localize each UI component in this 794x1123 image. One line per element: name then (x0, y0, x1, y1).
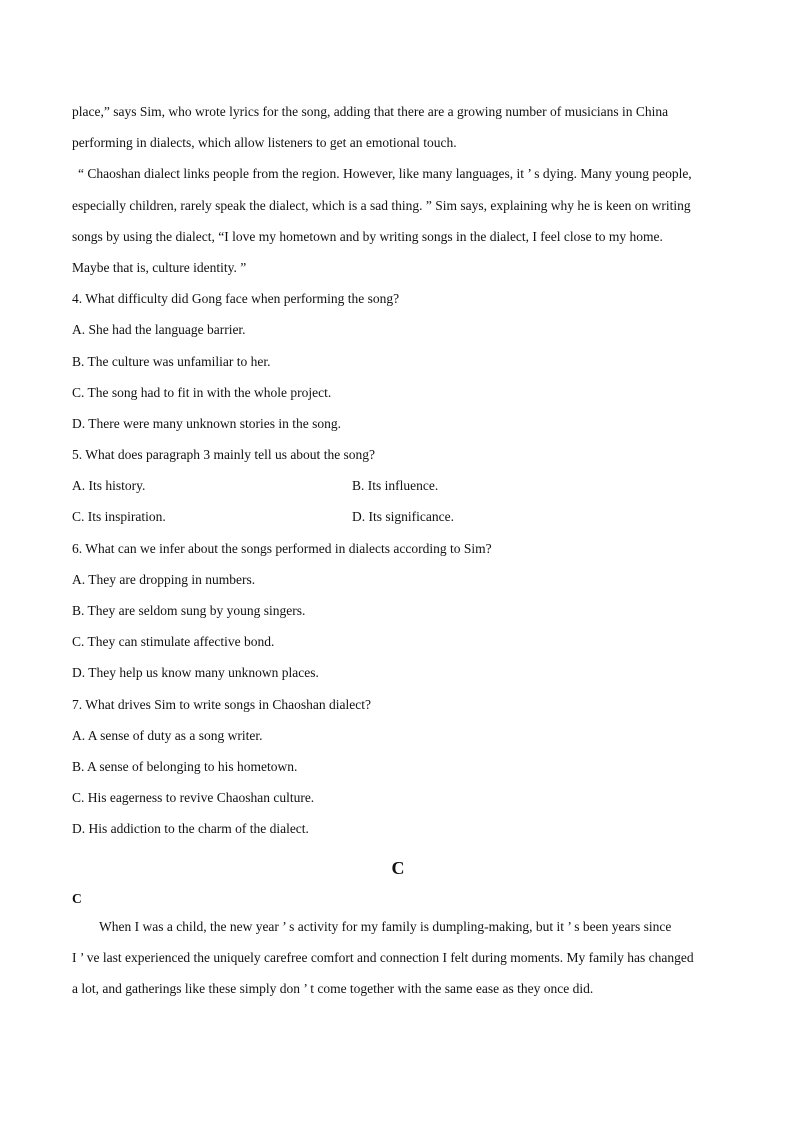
question-6 (72, 536, 724, 692)
question-stem: 4. What difficulty did Gong face when performing the song? (72, 291, 400, 307)
question-4 (72, 286, 724, 442)
question-5 (72, 442, 724, 536)
answer-option: B. Its influence. (352, 478, 439, 494)
passage-line: songs by using the dialect, “I love my hometown and by writing songs in the dialect, I feel close to my home. (72, 228, 663, 244)
answer-option: A. They are dropping in numbers. (72, 571, 256, 587)
question-stem: 5. What does paragraph 3 mainly tell us about the song? (72, 447, 376, 463)
passage-line: I ’ ve last experienced the uniquely carefree comfort and connection I felt during moments. My family has changed (72, 949, 694, 965)
answer-option: D. Its significance. (352, 509, 454, 525)
passage-line: place,” says Sim, who wrote lyrics for the song, adding that there are a growing number of musicians in China (72, 104, 669, 119)
answer-option: C. Its inspiration. (72, 509, 166, 525)
answer-option: C. The song had to fit in with the whole project. (72, 384, 332, 400)
answer-option: A. A sense of duty as a song writer. (72, 727, 263, 743)
answer-option: B. A sense of belonging to his hometown. (72, 758, 298, 774)
passage-line: “ Chaoshan dialect links people from the region. However, like many languages, it ’ s dying. Many young people, (78, 166, 692, 182)
answer-option-row (72, 473, 724, 504)
answer-option: A. She had the language barrier. (72, 322, 246, 338)
passage-line: Maybe that is, culture identity. ” (72, 259, 247, 275)
passage-line: When I was a child, the new year ’ s activity for my family is dumpling-making, but it ’ s been years since (99, 918, 672, 934)
answer-option: C. They can stimulate affective bond. (72, 634, 275, 650)
answer-option: D. There were many unknown stories in the song. (72, 415, 341, 431)
passage-b-tail (72, 99, 724, 286)
passage-line: especially children, rarely speak the dialect, which is a sad thing. ” Sim says, explaining why he is keen on writing (72, 197, 691, 213)
answer-option: D. They help us know many unknown places. (72, 665, 319, 681)
answer-option: B. The culture was unfamiliar to her. (72, 353, 271, 369)
question-stem: 6. What can we infer about the songs performed in dialects according to Sim? (72, 540, 492, 556)
question-7 (72, 692, 724, 848)
section-c (72, 848, 724, 1008)
question-stem: 7. What drives Sim to write songs in Chaoshan dialect? (72, 696, 371, 712)
answer-option: C. His eagerness to revive Chaoshan culture. (72, 790, 315, 806)
document-page (72, 99, 724, 1007)
section-heading: C (391, 857, 405, 878)
section-label: C (72, 890, 82, 906)
answer-option-row (72, 504, 724, 535)
passage-line: performing in dialects, which allow listeners to get an emotional touch. (72, 135, 457, 151)
passage-line: a lot, and gatherings like these simply don ’ t come together with the same ease as they once did. (72, 981, 594, 997)
answer-option: D. His addiction to the charm of the dialect. (72, 821, 309, 837)
answer-option: A. Its history. (72, 478, 146, 494)
answer-option: B. They are seldom sung by young singers. (72, 603, 306, 618)
